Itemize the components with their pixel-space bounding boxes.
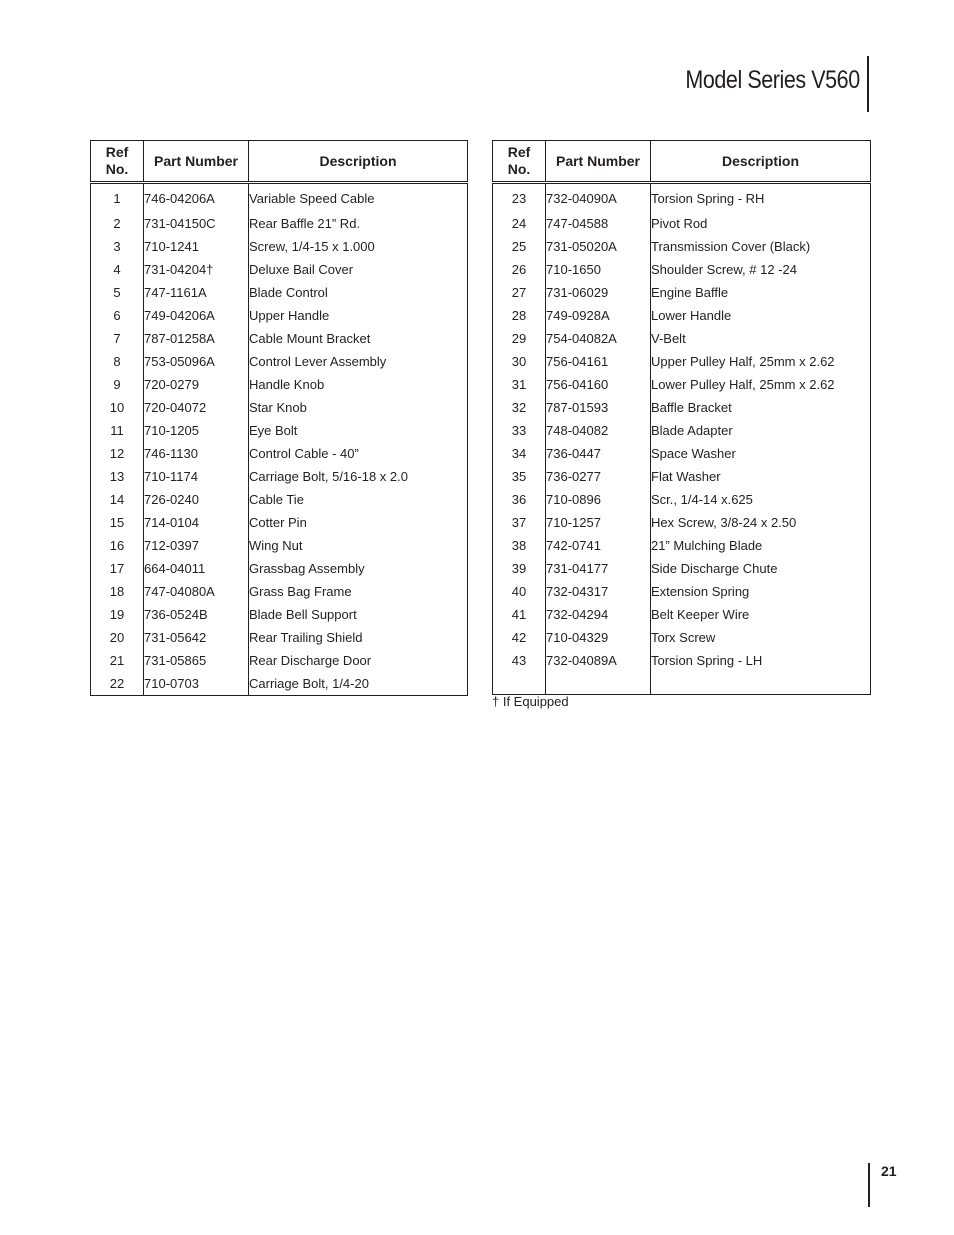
table-row <box>91 183 468 213</box>
part-number-cell: 731-05020A <box>546 235 651 258</box>
description-cell: Deluxe Bail Cover <box>249 262 354 277</box>
ref-cell: 39 <box>493 557 546 580</box>
empty-row <box>493 672 871 695</box>
ref-cell: 13 <box>91 465 144 488</box>
part-number-cell: 710-1257 <box>546 511 651 534</box>
table-row <box>493 488 871 511</box>
part-number-cell: 754-04082A <box>546 327 651 350</box>
part-number-cell: 749-04206A <box>144 304 249 327</box>
table-row <box>91 672 468 696</box>
ref-cell: 41 <box>493 603 546 626</box>
description-cell: Hex Screw, 3/8-24 x 2.50 <box>651 515 797 530</box>
part-number-cell: 747-04588 <box>546 212 651 235</box>
table-row <box>91 235 468 258</box>
description-cell: Torx Screw <box>651 630 716 645</box>
description-cell: Torsion Spring - RH <box>651 190 765 206</box>
description-cell: Lower Pulley Half, 25mm x 2.62 <box>651 377 835 392</box>
table-row <box>493 258 871 281</box>
table-row <box>493 327 871 350</box>
page-title: Model Series V560 <box>685 66 860 94</box>
part-number-cell: 756-04161 <box>546 350 651 373</box>
ref-cell: 43 <box>493 649 546 672</box>
part-number-cell: 756-04160 <box>546 373 651 396</box>
ref-cell: 7 <box>91 327 144 350</box>
table-row <box>91 649 468 672</box>
part-number-cell: 720-04072 <box>144 396 249 419</box>
empty-cell <box>546 672 651 695</box>
part-number-cell: 736-0277 <box>546 465 651 488</box>
header-ref-no: Ref No. <box>493 141 546 183</box>
part-number-cell: 736-0447 <box>546 442 651 465</box>
ref-cell: 35 <box>493 465 546 488</box>
description-cell: Lower Handle <box>651 308 732 323</box>
part-number-cell: 747-04080A <box>144 580 249 603</box>
part-number-cell: 749-0928A <box>546 304 651 327</box>
table-row <box>493 183 871 213</box>
table-row <box>91 626 468 649</box>
page-number: 21 <box>881 1163 897 1179</box>
part-number-cell: 787-01593 <box>546 396 651 419</box>
description-cell: Cable Mount Bracket <box>249 331 371 346</box>
table-row <box>493 465 871 488</box>
ref-cell: 29 <box>493 327 546 350</box>
ref-cell: 28 <box>493 304 546 327</box>
table-row <box>91 258 468 281</box>
description-cell: Grassbag Assembly <box>249 561 365 576</box>
part-number-cell: 732-04317 <box>546 580 651 603</box>
empty-cell <box>493 672 546 695</box>
description-cell: Scr., 1/4-14 x.625 <box>651 492 753 507</box>
ref-cell: 26 <box>493 258 546 281</box>
part-number-cell: 710-1174 <box>144 465 249 488</box>
table-row <box>91 419 468 442</box>
ref-cell: 18 <box>91 580 144 603</box>
table-row <box>493 350 871 373</box>
description-cell: Cable Tie <box>249 492 304 507</box>
description-cell: Shoulder Screw, # 12 -24 <box>651 262 797 277</box>
description-cell: Handle Knob <box>249 377 325 392</box>
description-cell: Pivot Rod <box>651 216 708 231</box>
description-cell: Screw, 1/4-15 x 1.000 <box>249 239 375 254</box>
empty-cell <box>651 672 871 695</box>
ref-cell: 33 <box>493 419 546 442</box>
part-number-cell: 787-01258A <box>144 327 249 350</box>
title-divider <box>867 56 869 112</box>
description-cell: V-Belt <box>651 331 686 346</box>
ref-cell: 4 <box>91 258 144 281</box>
table-row <box>91 350 468 373</box>
table-row <box>91 281 468 304</box>
ref-cell: 15 <box>91 511 144 534</box>
table-row <box>493 649 871 672</box>
page-number-divider <box>868 1163 870 1207</box>
part-number-cell: 731-05642 <box>144 626 249 649</box>
table-row <box>493 580 871 603</box>
footnote: † If Equipped <box>492 694 569 709</box>
ref-cell: 31 <box>493 373 546 396</box>
ref-cell: 32 <box>493 396 546 419</box>
part-number-cell: 746-1130 <box>144 442 249 465</box>
table-row <box>493 304 871 327</box>
description-cell: 21” Mulching Blade <box>651 538 763 553</box>
part-number-cell: 664-04011 <box>144 557 249 580</box>
table-row <box>493 281 871 304</box>
table-row <box>91 327 468 350</box>
table-row <box>493 396 871 419</box>
header-description: Description <box>249 141 468 183</box>
table-row <box>493 534 871 557</box>
description-cell: Control Lever Assembly <box>249 354 387 369</box>
ref-cell: 36 <box>493 488 546 511</box>
part-number-cell: 732-04089A <box>546 649 651 672</box>
table-row <box>493 212 871 235</box>
description-cell: Rear Baffle 21” Rd. <box>249 216 361 231</box>
ref-cell: 25 <box>493 235 546 258</box>
part-number-cell: 732-04090A <box>546 183 651 213</box>
part-number-cell: 710-1241 <box>144 235 249 258</box>
description-cell: Transmission Cover (Black) <box>651 239 811 254</box>
ref-cell: 10 <box>91 396 144 419</box>
ref-cell: 20 <box>91 626 144 649</box>
description-cell: Cotter Pin <box>249 515 307 530</box>
part-number-cell: 726-0240 <box>144 488 249 511</box>
ref-cell: 22 <box>91 672 144 696</box>
part-number-cell: 710-1650 <box>546 258 651 281</box>
part-number-cell: 748-04082 <box>546 419 651 442</box>
ref-cell: 27 <box>493 281 546 304</box>
description-cell: Star Knob <box>249 400 307 415</box>
part-number-cell: 731-04204† <box>144 258 249 281</box>
part-number-cell: 731-04177 <box>546 557 651 580</box>
table-row <box>91 373 468 396</box>
description-cell: Carriage Bolt, 1/4-20 <box>249 676 369 691</box>
part-number-cell: 753-05096A <box>144 350 249 373</box>
table-row <box>91 465 468 488</box>
part-number-cell: 712-0397 <box>144 534 249 557</box>
table-row <box>91 442 468 465</box>
table-row <box>91 534 468 557</box>
header-description: Description <box>651 141 871 183</box>
table-header-row <box>91 141 468 183</box>
description-cell: Torsion Spring - LH <box>651 653 763 668</box>
ref-cell: 8 <box>91 350 144 373</box>
table-row <box>91 488 468 511</box>
ref-cell: 30 <box>493 350 546 373</box>
table-row <box>91 212 468 235</box>
table-row <box>493 373 871 396</box>
table-row <box>493 626 871 649</box>
table-row <box>493 511 871 534</box>
part-number-cell: 720-0279 <box>144 373 249 396</box>
description-cell: Blade Adapter <box>651 423 733 438</box>
part-number-cell: 714-0104 <box>144 511 249 534</box>
ref-cell: 23 <box>493 183 546 213</box>
header-part-number: Part Number <box>546 141 651 183</box>
description-cell: Baffle Bracket <box>651 400 732 415</box>
header-ref-no: Ref No. <box>91 141 144 183</box>
description-cell: Upper Pulley Half, 25mm x 2.62 <box>651 354 835 369</box>
description-cell: Engine Baffle <box>651 285 729 300</box>
ref-cell: 37 <box>493 511 546 534</box>
table-row <box>493 557 871 580</box>
description-cell: Space Washer <box>651 446 736 461</box>
table-row <box>493 442 871 465</box>
part-number-cell: 731-05865 <box>144 649 249 672</box>
ref-cell: 34 <box>493 442 546 465</box>
description-cell: Carriage Bolt, 5/16-18 x 2.0 <box>249 469 408 484</box>
description-cell: Variable Speed Cable <box>249 190 375 206</box>
table-row <box>91 511 468 534</box>
description-cell: Eye Bolt <box>249 423 298 438</box>
ref-cell: 1 <box>91 183 144 213</box>
description-cell: Flat Washer <box>651 469 721 484</box>
ref-cell: 40 <box>493 580 546 603</box>
table-row <box>91 304 468 327</box>
ref-cell: 5 <box>91 281 144 304</box>
table-row <box>91 396 468 419</box>
part-number-cell: 731-06029 <box>546 281 651 304</box>
ref-cell: 24 <box>493 212 546 235</box>
ref-cell: 38 <box>493 534 546 557</box>
table-row <box>91 603 468 626</box>
ref-cell: 19 <box>91 603 144 626</box>
part-number-cell: 742-0741 <box>546 534 651 557</box>
ref-cell: 9 <box>91 373 144 396</box>
description-cell: Control Cable - 40” <box>249 446 359 461</box>
ref-cell: 3 <box>91 235 144 258</box>
part-number-cell: 736-0524B <box>144 603 249 626</box>
table-row <box>493 603 871 626</box>
ref-cell: 14 <box>91 488 144 511</box>
description-cell: Blade Bell Support <box>249 607 357 622</box>
description-cell: Wing Nut <box>249 538 303 553</box>
part-number-cell: 710-0896 <box>546 488 651 511</box>
part-number-cell: 731-04150C <box>144 212 249 235</box>
parts-table-right <box>492 140 871 695</box>
table-row <box>493 235 871 258</box>
ref-cell: 21 <box>91 649 144 672</box>
part-number-cell: 746-04206A <box>144 183 249 213</box>
ref-cell: 12 <box>91 442 144 465</box>
ref-cell: 42 <box>493 626 546 649</box>
header-part-number: Part Number <box>144 141 249 183</box>
description-cell: Blade Control <box>249 285 328 300</box>
table-row <box>91 580 468 603</box>
part-number-cell: 710-0703 <box>144 672 249 696</box>
part-number-cell: 710-1205 <box>144 419 249 442</box>
part-number-cell: 747-1161A <box>144 281 249 304</box>
description-cell: Belt Keeper Wire <box>651 607 750 622</box>
description-cell: Grass Bag Frame <box>249 584 352 599</box>
description-cell: Rear Discharge Door <box>249 653 372 668</box>
ref-cell: 16 <box>91 534 144 557</box>
part-number-cell: 732-04294 <box>546 603 651 626</box>
ref-cell: 17 <box>91 557 144 580</box>
table-header-row <box>493 141 871 183</box>
description-cell: Rear Trailing Shield <box>249 630 363 645</box>
part-number-cell: 710-04329 <box>546 626 651 649</box>
table-row <box>91 557 468 580</box>
description-cell: Extension Spring <box>651 584 750 599</box>
table-row <box>493 419 871 442</box>
parts-table-left <box>90 140 468 696</box>
ref-cell: 11 <box>91 419 144 442</box>
description-cell: Side Discharge Chute <box>651 561 778 576</box>
description-cell: Upper Handle <box>249 308 330 323</box>
ref-cell: 2 <box>91 212 144 235</box>
ref-cell: 6 <box>91 304 144 327</box>
